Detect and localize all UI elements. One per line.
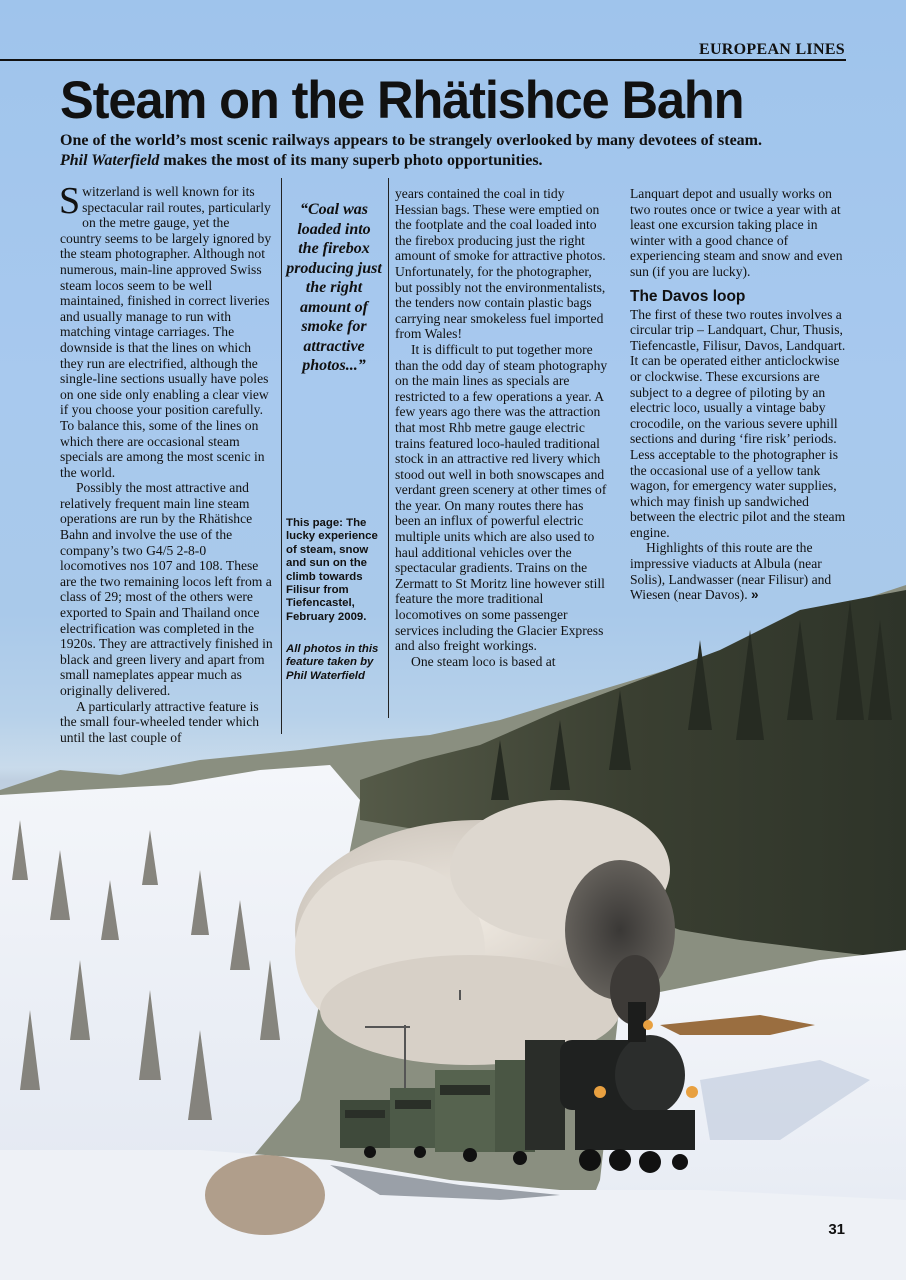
header-rule bbox=[0, 59, 846, 61]
paragraph: The first of these two routes involves a circular trip – Landquart, Chur, Thusis, Tiefencastle, Filisur, Davos, Landquart. It can be operated either anticlockwise or clockwise. These excursions are subject to a degree of piloting by an electric loco, usually a vintage baby crocodile, on the various severe uphill sections and during ‘fire risk’ periods. Less acceptable to the photographer is the occasional use of a yellow tank wagon, for emergency water supplies, which may finish up sandwiched between the electric pilot and the steam engine. bbox=[630, 306, 846, 540]
photo-credit: All photos in this feature taken by Phil Waterfield bbox=[286, 643, 379, 682]
standfirst-tail: makes the most of its many superb photo opportunities. bbox=[159, 152, 543, 169]
pull-quote: “Coal was loaded into the firebox producing just the right amount of smoke for attractive photos...” bbox=[286, 201, 382, 374]
drop-cap: S bbox=[59, 180, 81, 222]
paragraph: Lanquart depot and usually works on two routes once or twice a year with at least one excursion taking place in winter with a good chance of experiencing steam and snow and even sun (if you are lucky). bbox=[630, 186, 843, 279]
standfirst-text: One of the world’s most scenic railways appears to be strangely overlooked by many devotees of steam. bbox=[60, 132, 762, 149]
continue-arrow-icon: » bbox=[751, 587, 759, 603]
author-name: Phil Waterfield bbox=[60, 152, 160, 169]
article-column-1 bbox=[59, 180, 274, 745]
paragraph: Possibly the most attractive and relatively frequent main line steam operations are run by the Rhätishce Bahn and involve the use of the company’s two G4/5 2-8-0 locomotives nos 107 and 108. These are the two remaining locos left from a class of 29; most of the others were exported to Spain and Thailand once electrification was completed in the 1920s. They are attractively finished in black and green livery and apart from small nameplates appear much as originally delivered. bbox=[60, 480, 273, 698]
subheading: The Davos loop bbox=[630, 287, 746, 305]
paragraph: years contained the coal in tidy Hessian bags. These were emptied on the footplate and the coal loaded into the firebox producing just the right amount of smoke for attractive photos. Unfortunately, for the photographer, but possibly not the environmentalists, the tenders now contain plastic bags carrying near smokeless fuel imported from Wales! bbox=[395, 186, 606, 342]
column-divider bbox=[281, 178, 282, 734]
paragraph: witzerland is well known for its spectacular rail routes, particularly on the metre gauge, yet the country seems to be largely ignored by the steam photographer. Although not numerous, main-line approved Swiss steam locos seem to be well maintained, finished in correct liveries and usually manage to run with matching vintage carriages. The downside is that the lines on which they run are electrified, although the single-line sections usually have poles on one side only enabling a clear view if you choose your position carefully. To balance this, some of the lines on which there are occasional steam specials are among the most scenic in the world. bbox=[60, 184, 272, 480]
paragraph: Highlights of this route are the impressive viaducts at Albula (near Solis), Landwasser (near Filisur) and Wiesen (near Davos). bbox=[630, 540, 832, 603]
standfirst bbox=[60, 131, 850, 171]
article-column-3 bbox=[395, 186, 609, 669]
column-divider bbox=[388, 178, 389, 718]
section-label: EUROPEAN LINES bbox=[698, 41, 845, 58]
paragraph: One steam loco is based at bbox=[411, 653, 556, 669]
paragraph: A particularly attractive feature is the small four-wheeled tender which until the last couple of bbox=[60, 698, 260, 745]
page-title: Steam on the Rhätishce Bahn bbox=[60, 71, 744, 130]
photo-caption: This page: The lucky experience of steam, snow and sun on the climb towards Filisur from Tiefencastel, February 2009. bbox=[286, 517, 378, 623]
paragraph: It is difficult to put together more than the odd day of steam photography on the main lines as specials are restricted to a few operations a year. A few years ago there was the attraction that most Rhb metre gauge electric trains featured loco-hauled traditional stock in an attractive red livery which stood out well in both snowscapes and verdant green scenery at other times of the year. On many routes there has been an influx of powerful electric multiple units which are also used to haul additional vehicles over the spectacular gradients. Trains on the Zermatt to St Moritz line however still feature the more traditional locomotives on some passenger services including the Glacier Express and also freight workings. bbox=[395, 341, 608, 654]
page-number: 31 bbox=[828, 1221, 845, 1238]
article-column-4 bbox=[630, 186, 846, 603]
